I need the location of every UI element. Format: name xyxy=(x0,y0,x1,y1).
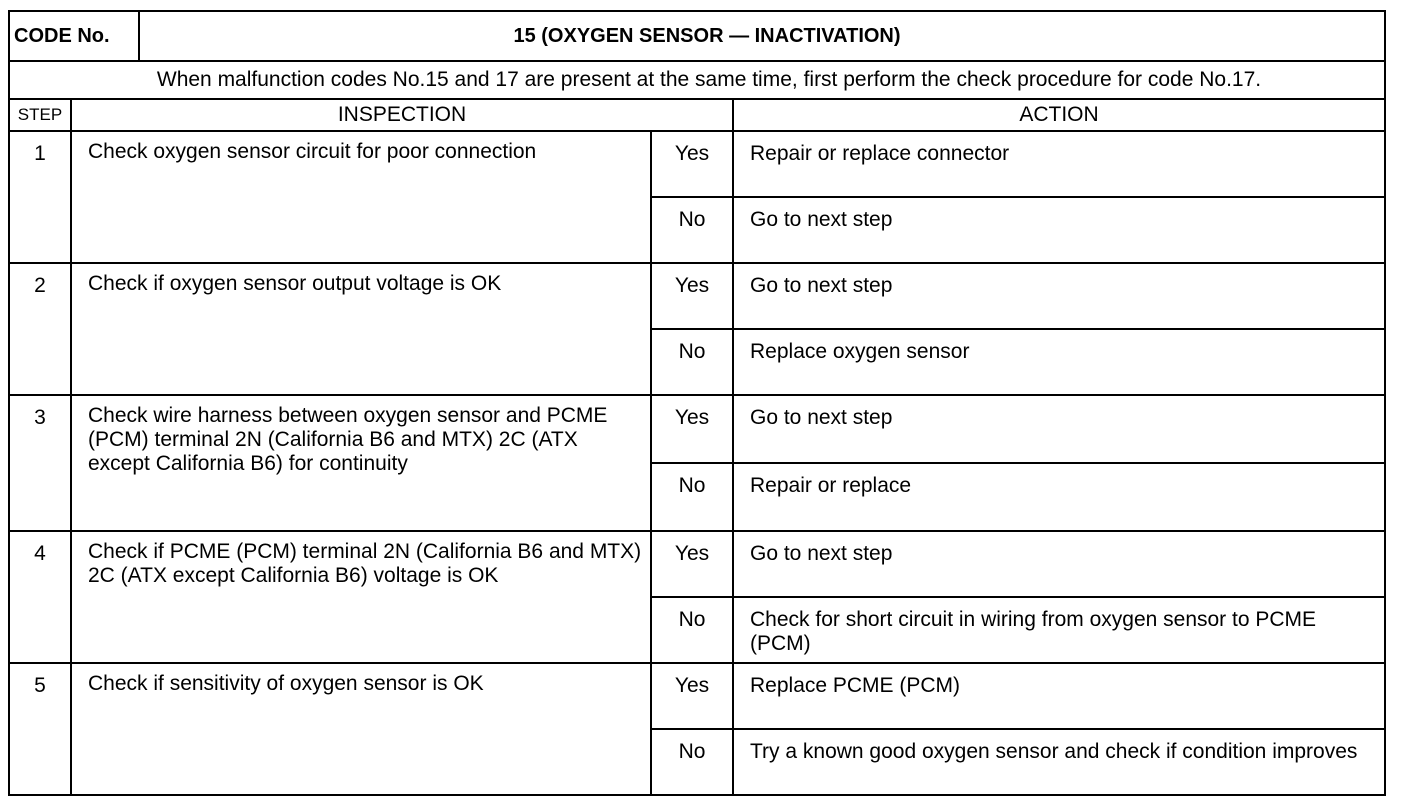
no-action: Go to next step xyxy=(733,197,1385,263)
no-label: No xyxy=(651,729,733,795)
precondition-note: When malfunction codes No.15 and 17 are present at the same time, first perform the check procedure for code No.17. xyxy=(9,61,1385,99)
step-number: 3 xyxy=(9,395,71,531)
no-action: Repair or replace xyxy=(733,463,1385,531)
yes-label: Yes xyxy=(651,263,733,329)
yes-action: Go to next step xyxy=(733,263,1385,329)
no-action: Check for short circuit in wiring from oxygen sensor to PCME (PCM) xyxy=(733,597,1385,663)
step-row xyxy=(9,395,1385,463)
step-row xyxy=(9,663,1385,729)
yes-action: Repair or replace connector xyxy=(733,131,1385,197)
no-label: No xyxy=(651,463,733,531)
step-row xyxy=(9,531,1385,597)
yes-action: Replace PCME (PCM) xyxy=(733,663,1385,729)
yes-label: Yes xyxy=(651,663,733,729)
note-row xyxy=(9,61,1385,99)
step-number: 2 xyxy=(9,263,71,395)
yes-label: Yes xyxy=(651,531,733,597)
inspection-text: Check if sensitivity of oxygen sensor is OK xyxy=(71,663,651,795)
step-number: 5 xyxy=(9,663,71,795)
no-action: Replace oxygen sensor xyxy=(733,329,1385,395)
yes-label: Yes xyxy=(651,131,733,197)
code-row xyxy=(9,11,1385,61)
step-row xyxy=(9,263,1385,329)
no-label: No xyxy=(651,597,733,663)
code-title: 15 (OXYGEN SENSOR — INACTIVATION) xyxy=(139,11,1385,61)
yes-label: Yes xyxy=(651,395,733,463)
inspection-text: Check oxygen sensor circuit for poor connection xyxy=(71,131,651,263)
diagnostic-table xyxy=(8,10,1386,796)
inspection-text: Check if oxygen sensor output voltage is OK xyxy=(71,263,651,395)
yes-action: Go to next step xyxy=(733,531,1385,597)
no-label: No xyxy=(651,329,733,395)
inspection-text: Check if PCME (PCM) terminal 2N (California B6 and MTX) 2C (ATX except California B6) voltage is OK xyxy=(71,531,651,663)
action-column-header: ACTION xyxy=(733,99,1385,131)
step-column-header: STEP xyxy=(9,99,71,131)
inspection-text: Check wire harness between oxygen sensor and PCME (PCM) terminal 2N (California B6 and MTX) 2C (ATX except California B6) for continuity xyxy=(71,395,651,531)
no-action: Try a known good oxygen sensor and check if condition improves xyxy=(733,729,1385,795)
step-number: 1 xyxy=(9,131,71,263)
step-number: 4 xyxy=(9,531,71,663)
no-label: No xyxy=(651,197,733,263)
inspection-column-header: INSPECTION xyxy=(71,99,733,131)
step-row xyxy=(9,131,1385,197)
yes-action: Go to next step xyxy=(733,395,1385,463)
column-header-row xyxy=(9,99,1385,131)
code-label: CODE No. xyxy=(9,11,139,61)
